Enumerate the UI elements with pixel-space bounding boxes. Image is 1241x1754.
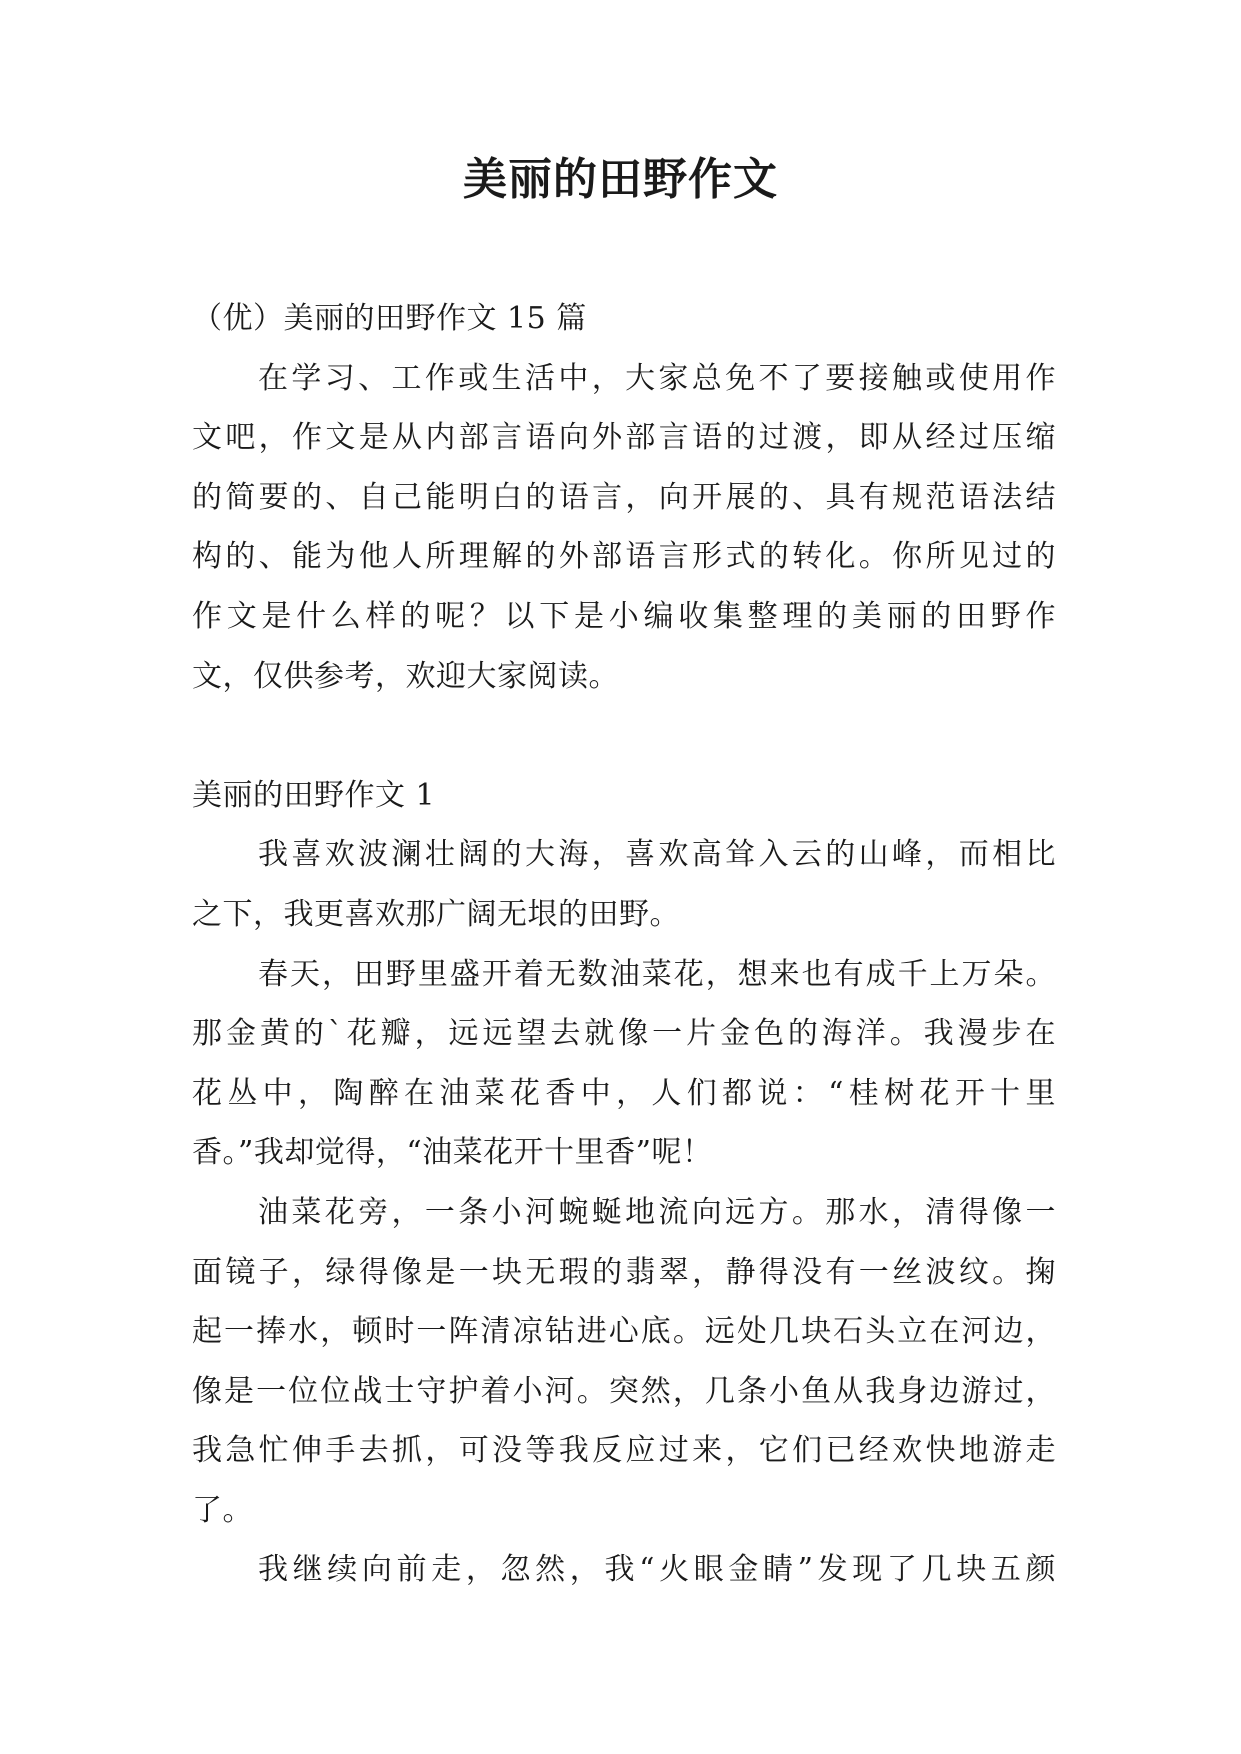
paragraph-1 — [192, 825, 1056, 944]
paragraph-line: 文吧，作文是从内部言语向外部言语的过渡，即从经过压缩 — [192, 420, 1056, 456]
paragraph-line: 起一捧水，顿时一阵清凉钻进心底。远处几块石头立在河边， — [192, 1314, 1056, 1350]
paragraph-line: 像是一位位战士守护着小河。突然，几条小鱼从我身边游过， — [192, 1373, 1056, 1409]
intro-paragraph — [192, 349, 1056, 707]
spacer — [192, 706, 1056, 766]
paragraph-line: 之下，我更喜欢那广阔无垠的田野。 — [192, 896, 680, 932]
section-heading: 美丽的田野作文 1 — [192, 777, 436, 813]
paragraph-line: 了。 — [192, 1492, 253, 1528]
document-body — [192, 289, 1056, 1600]
subtitle: （优）美丽的田野作文 15 篇 — [192, 301, 587, 336]
paragraph-line: 的简要的、自己能明白的语言，向开展的、具有规范语法结 — [192, 479, 1056, 515]
paragraph-line: 花丛中，陶醉在油菜花香中，人们都说：“桂树花开十里 — [192, 1075, 1056, 1111]
paragraph-line: 那金黄的`花瓣，远远望去就像一片金色的海洋。我漫步在 — [192, 1016, 1056, 1052]
paragraph-4 — [192, 1540, 1056, 1600]
document-title: 美丽的田野作文 — [463, 154, 778, 205]
paragraph-3 — [192, 1183, 1056, 1541]
paragraph-line: 油菜花旁，一条小河蜿蜒地流向远方。那水，清得像一 — [258, 1194, 1056, 1230]
paragraph-line: 我继续向前走，忽然，我“火眼金睛”发现了几块五颜 — [258, 1552, 1056, 1588]
paragraph-line: 文，仅供参考，欢迎大家阅读。 — [192, 658, 619, 694]
paragraph-2 — [192, 945, 1056, 1183]
paragraph-line: 在学习、工作或生活中，大家总免不了要接触或使用作 — [258, 360, 1056, 396]
paragraph-line: 构的、能为他人所理解的外部语言形式的转化。你所见过的 — [192, 539, 1056, 575]
paragraph-line: 作文是什么样的呢？以下是小编收集整理的美丽的田野作 — [192, 598, 1056, 634]
paragraph-line: 我喜欢波澜壮阔的大海，喜欢高耸入云的山峰，而相比 — [258, 837, 1056, 873]
paragraph-line: 我急忙伸手去抓，可没等我反应过来，它们已经欢快地游走 — [192, 1433, 1056, 1469]
paragraph-line: 面镜子，绿得像是一块无瑕的翡翠，静得没有一丝波纹。掬 — [192, 1254, 1056, 1290]
paragraph-line: 春天，田野里盛开着无数油菜花，想来也有成千上万朵。 — [258, 956, 1056, 992]
paragraph-line: 香。”我却觉得，“油菜花开十里香”呢！ — [192, 1135, 713, 1171]
